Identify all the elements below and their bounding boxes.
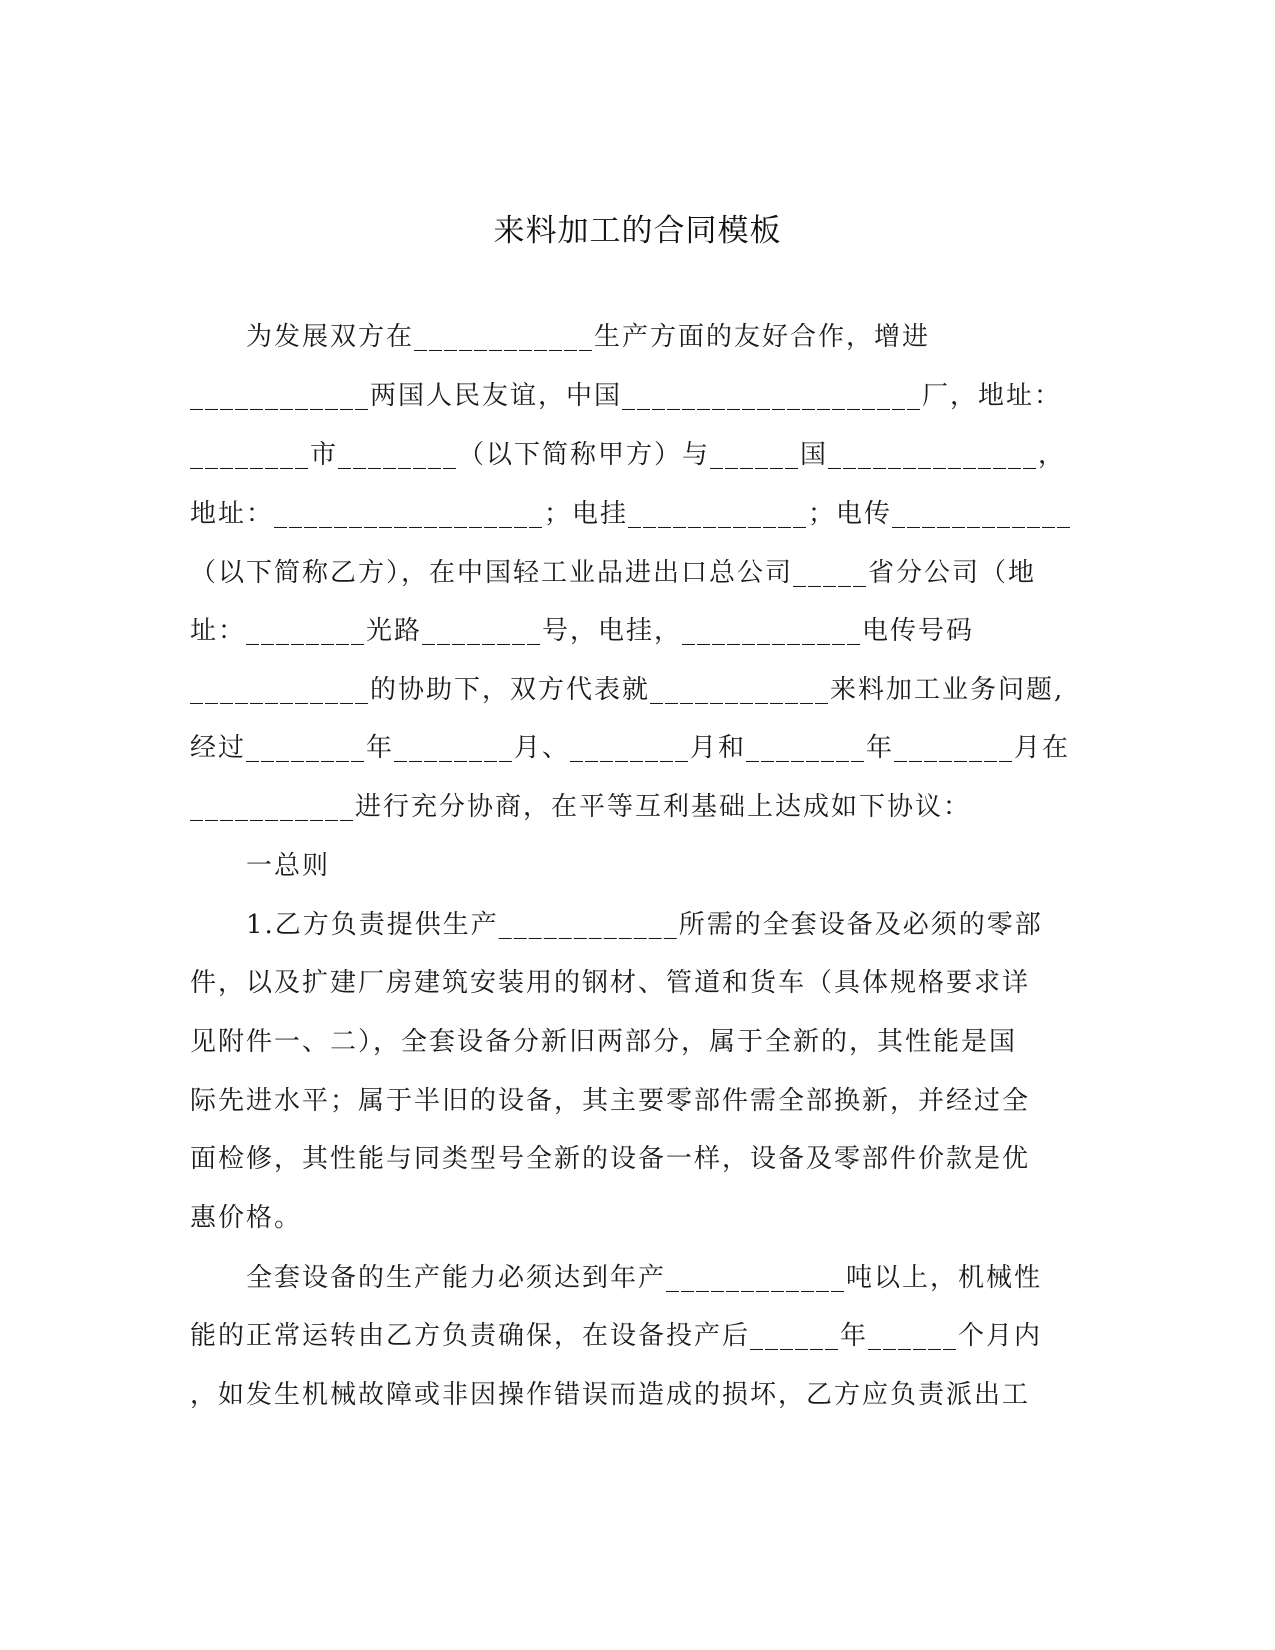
paragraph-line: （以下简称乙方），在中国轻工业品进出口总公司_____省分公司（地 [190,558,1037,588]
paragraph-line: 件，以及扩建厂房建筑安装用的钢材、管道和货车（具体规格要求详 [190,968,1031,998]
paragraph-line: ，如发生机械故障或非因操作错误而造成的损坏，乙方应负责派出工 [190,1380,1031,1410]
section-heading: 一总则 [190,851,331,881]
paragraph-line: 为发展双方在____________生产方面的友好合作，增进 [190,322,931,352]
paragraph-line: ____________两国人民友谊，中国____________________厂，地址： [190,381,1063,411]
paragraph-line: 全套设备的生产能力必须达到年产____________吨以上，机械性 [190,1263,1043,1293]
document-title: 来料加工的合同模板 [493,213,782,249]
paragraph-line: ___________进行充分协商，在平等互利基础上达成如下协议： [190,792,972,822]
paragraph-line: 1.乙方负责提供生产____________所需的全套设备及必须的零部 [190,910,1043,940]
paragraph-line: 能的正常运转由乙方负责确保，在设备投产后______年______个月内 [190,1321,1043,1351]
paragraph-line: 见附件一、二），全套设备分新旧两部分，属于全新的，其性能是国 [190,1027,1018,1057]
paragraph-line: 面检修，其性能与同类型号全新的设备一样，设备及零部件价款是优 [190,1144,1031,1174]
paragraph-line: 惠价格。 [190,1203,303,1233]
paragraph-line: 地址：__________________；电挂____________；电传____________ [190,499,1073,529]
paragraph-line: ____________的协助下，双方代表就____________来料加工业务问题, [190,675,1065,705]
paragraph-line: 址：________光路________号，电挂，____________电传号码 [190,616,975,646]
paragraph-line: 际先进水平；属于半旧的设备，其主要零部件需全部换新，并经过全 [190,1086,1031,1116]
paragraph-line: ________市________（以下简称甲方）与______国______________， [190,440,1067,470]
paragraph-line: 经过________年________月、________月和________年________月在 [190,733,1071,763]
